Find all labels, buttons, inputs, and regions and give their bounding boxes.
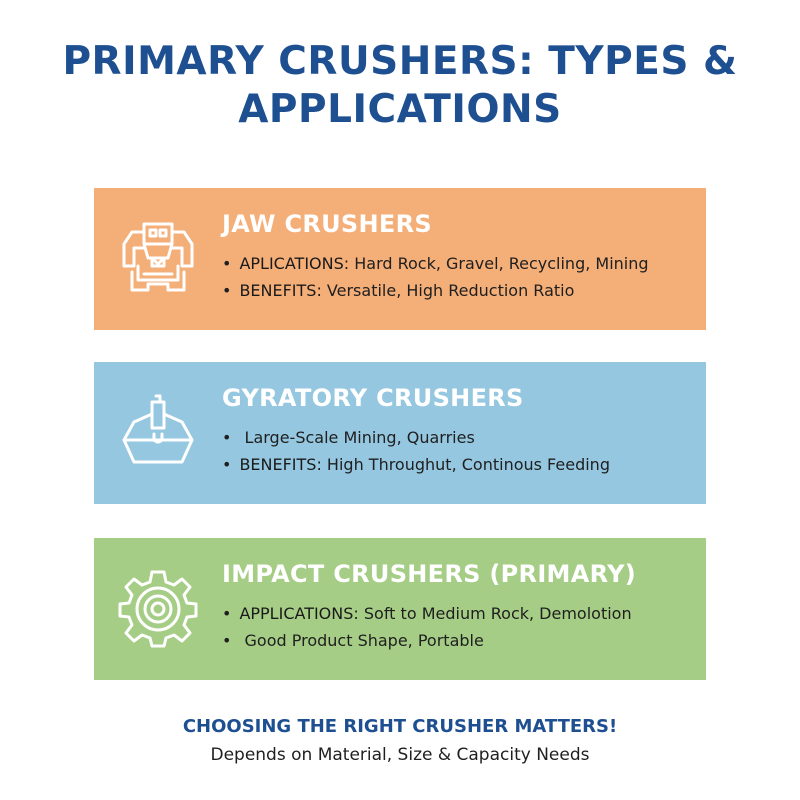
jaw-crushers-heading: JAW CRUSHERS xyxy=(222,210,432,238)
gyratory-crushers-card xyxy=(94,362,706,504)
gyratory-crusher-icon xyxy=(114,388,202,476)
jaw-crushers-card xyxy=(94,188,706,330)
list-item: • Good Product Shape, Portable xyxy=(222,631,484,650)
impact-crushers-heading: IMPACT CRUSHERS (PRIMARY) xyxy=(222,560,637,588)
footer-subtitle: Depends on Material, Size & Capacity Needs xyxy=(210,745,590,765)
list-item: • APPLICATIONS: Soft to Medium Rock, Demolotion xyxy=(222,604,632,623)
jaw-crushers-list xyxy=(222,250,649,304)
page-title xyxy=(0,38,800,134)
jaw-crusher-icon xyxy=(114,214,202,302)
impact-crushers-list xyxy=(222,600,632,654)
gear-icon xyxy=(114,564,202,652)
list-item: • Large-Scale Mining, Quarries xyxy=(222,428,475,447)
page-title-line-2: APPLICATIONS xyxy=(238,87,562,132)
list-item: • BENEFITS: Versatile, High Reduction Ratio xyxy=(222,281,575,300)
page-title-line-1: PRIMARY CRUSHERS: TYPES & xyxy=(62,39,738,84)
list-item: • BENEFITS: High Throughut, Continous Feeding xyxy=(222,455,610,474)
gyratory-crushers-list xyxy=(222,424,610,478)
gyratory-crushers-heading: GYRATORY CRUSHERS xyxy=(222,384,524,412)
list-item: • APLICATIONS: Hard Rock, Gravel, Recycling, Mining xyxy=(222,254,649,273)
footer-title: CHOOSING THE RIGHT CRUSHER MATTERS! xyxy=(182,716,618,737)
impact-crushers-card xyxy=(94,538,706,680)
